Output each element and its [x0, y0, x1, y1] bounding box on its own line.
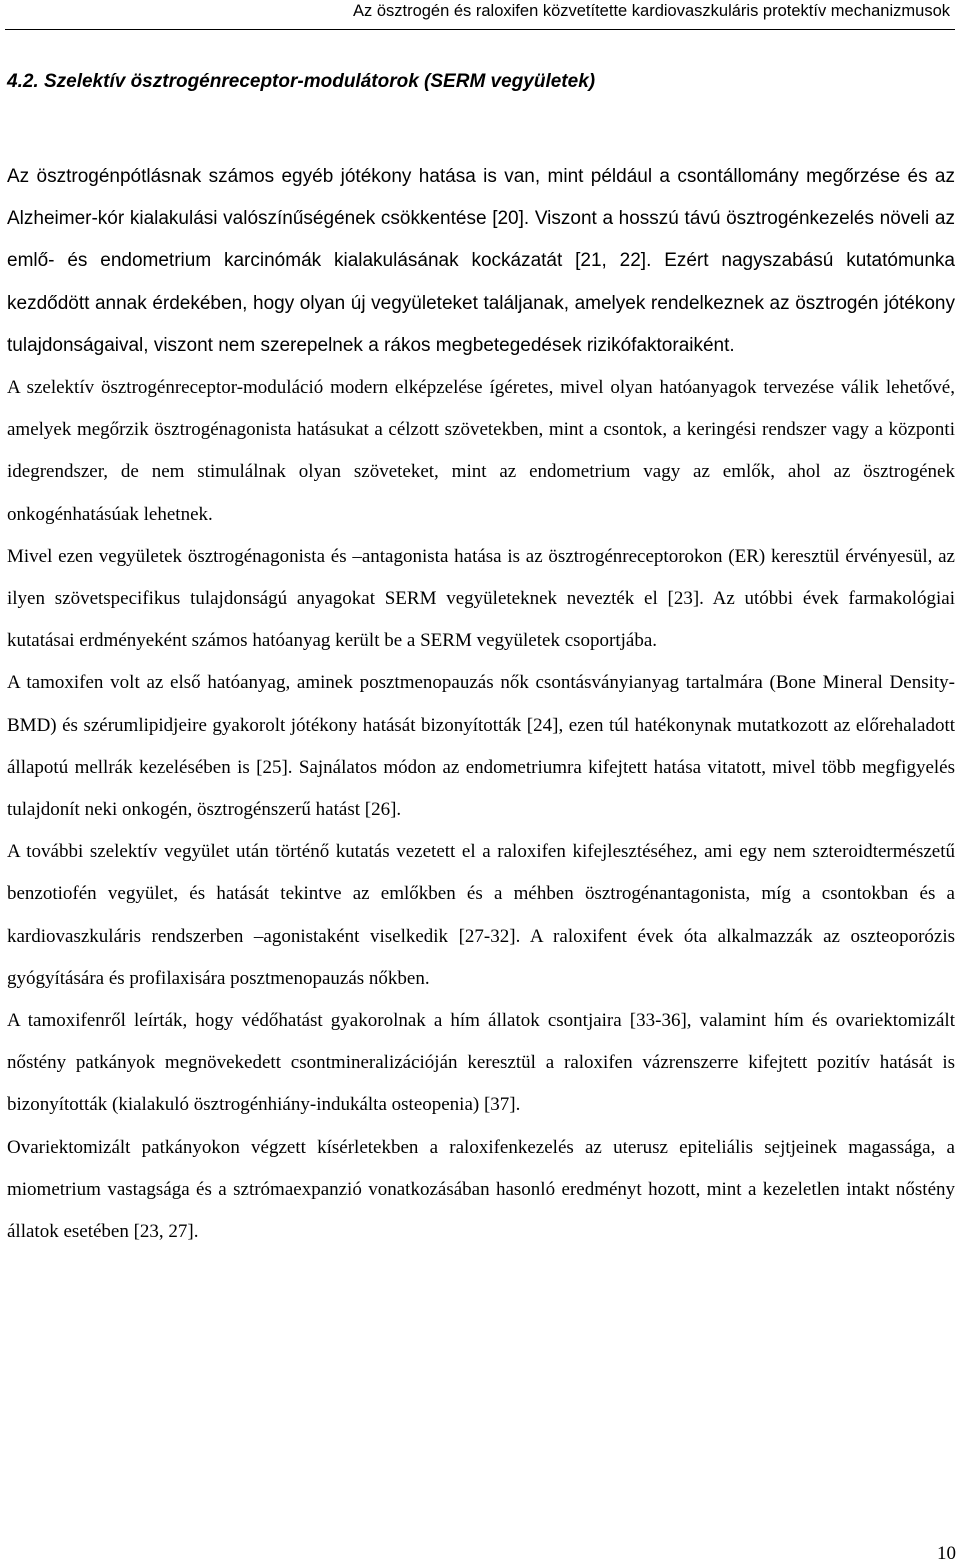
paragraph: Az ösztrogénpótlásnak számos egyéb jótékony hatása is van, mint például a csontállomány megőrzése és az Alzheimer-kór kialakulási valószínűségének csökkentése [20]. Viszont a hosszú távú ösztrogénkezelés növeli az emlő- és endometrium karcinómák kialakulásának kockázatát [21, 22]. Ezért nagyszabású kutatómunka kezdődött annak érdekében, hogy olyan új vegyületeket találjanak, amelyek rendelkeznek az ösztrogén jótékony tulajdonságaival, viszont nem szerepelnek a rákos megbetegedések rizikófaktoraiként.: [7, 166, 955, 356]
paragraph: A további szelektív vegyület után történő kutatás vezetett el a raloxifen kifejlesztéséhez, ami egy nem szteroidtermészetű benzotiofén vegyület, és hatását tekintve az emlőkben és a méhben ösztrogénantagonista, míg a csontokban és a kardiovaszkuláris rendszerben –agonistaként viselkedik [27-32]. A raloxifent évek óta alkalmazzák az oszteoporózis gyógyítására és profilaxisára posztmenopauzás nőkben.: [7, 841, 955, 989]
paragraph: Ovariektomizált patkányokon végzett kísérletekben a raloxifenkezelés az uterusz epiteliális sejtjeinek magassága, a miometrium vastagsága és a sztrómaexpanzió vonatkozásában hasonló eredményt hozott, mint a kezeletlen intakt nőstény állatok esetében [23, 27].: [7, 1136, 955, 1243]
page-number: 10: [937, 1543, 956, 1564]
paragraph: A tamoxifen volt az első hatóanyag, aminek posztmenopauzás nők csontásványianyag tartalmára (Bone Mineral Density- BMD) és szérumlipidjeire gyakorolt jótékony hatását bizonyították [24], ezen túl hatékonynak mutatkozott az előrehaladott állapotú mellrák kezelésében is [25]. Sajnálatos módon az endometriumra kifejtett hatása vitatott, mivel több megfigyelés tulajdonít neki onkogén, ösztrogénszerű hatást [26].: [7, 672, 955, 821]
body-text: [7, 156, 955, 1253]
paragraph: Mivel ezen vegyületek ösztrogénagonista és –antagonista hatása is az ösztrogénreceptorokon (ER) keresztül érvényesül, az ilyen szövetspecifikus tulajdonságú anyagokat SERM vegyületeknek nevezték el [23]. Az utóbbi évek farmakológiai kutatásai erdményeként számos hatóanyag került be a SERM vegyületek csoportjába.: [7, 545, 955, 652]
section-heading: 4.2. Szelektív ösztrogénreceptor-modulátorok (SERM vegyületek): [7, 71, 596, 92]
paragraph: A szelektív ösztrogénreceptor-moduláció modern elképzelése ígéretes, mivel olyan hatóanyagok tervezése válik lehetővé, amelyek megőrzik ösztrogénagonista hatásukat a célzott szövetekben, mint a csontok, a keringési rendszer vagy a központi idegrendszer, de nem stimulálnak olyan szöveteket, mint az endometrium vagy az emlők, ahol az ösztrogének onkogénhatásúak lehetnek.: [7, 377, 955, 525]
running-header: Az ösztrogén és raloxifen közvetítette kardiovaszkuláris protektív mechanizmusok: [352, 2, 950, 20]
header-divider: [5, 29, 955, 30]
paragraph: A tamoxifenről leírták, hogy védőhatást gyakorolnak a hím állatok csontjaira [33-36], valamint hím és ovariektomizált nőstény patkányok megnövekedett csontmineralizációján keresztül a raloxifen vázrenszerre kifejtett pozitív hatását is bizonyították (kialakuló ösztrogénhiány-indukálta osteopenia) [37].: [7, 1010, 955, 1116]
